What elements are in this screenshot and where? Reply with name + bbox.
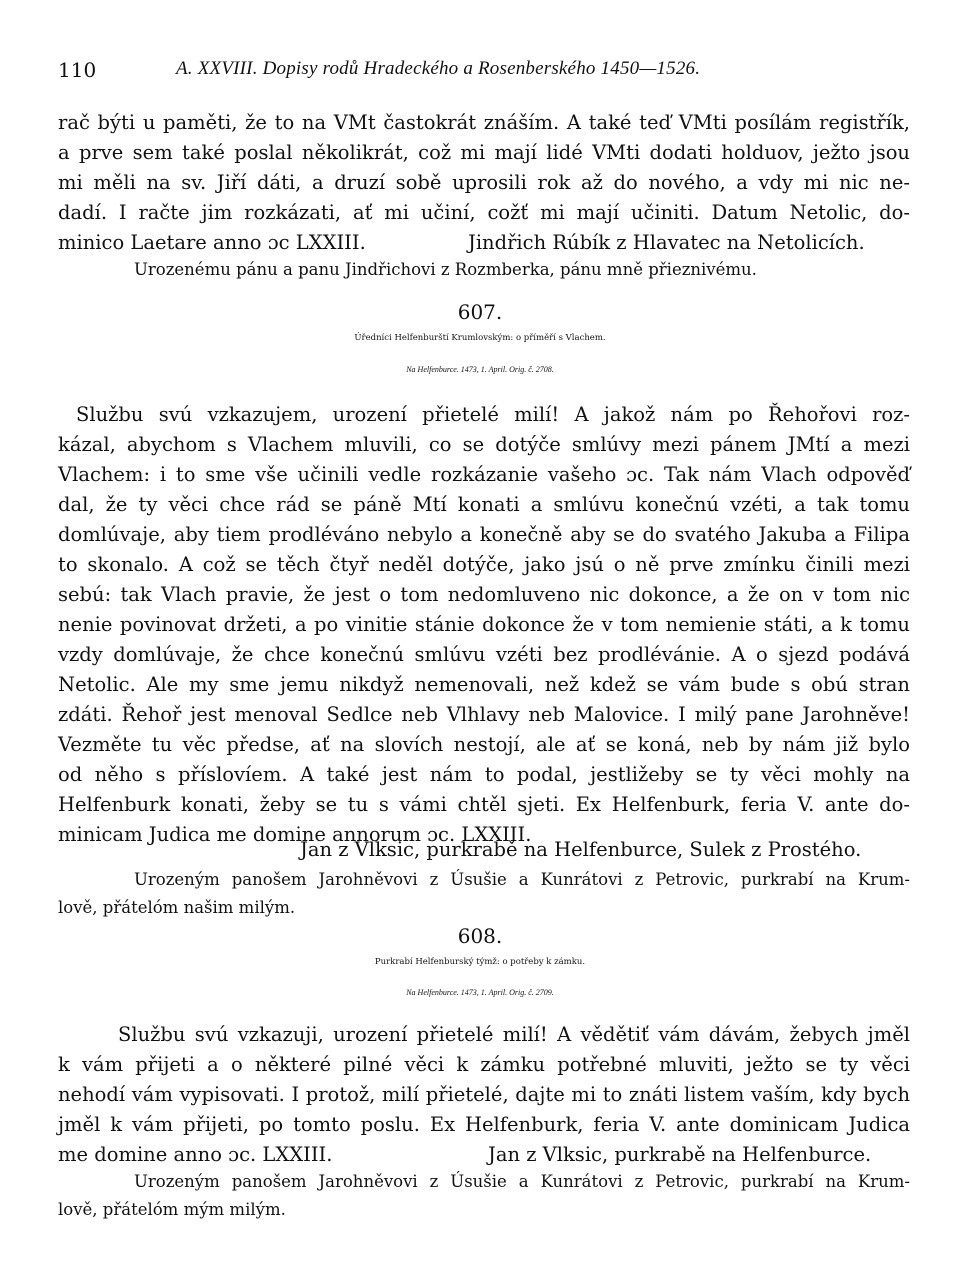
text-line: dal, že ty věci chce rád se páně Mtí konati a smlúvu konečnú vzéti, a tak tomu [58,493,910,516]
doc-607-place: Na Helfenburce. 1473, 1. April. Orig. č. 2708. [406,365,554,374]
doc-608-body [58,1020,910,1170]
intro-date-line: minico Laetare anno ɔc LXXIII. [58,231,366,254]
text-line: Vezměte tu věc předse, ať na slovích nestojí, ale ať se koná, neb by nám již bylo [58,733,910,756]
text-line [58,1140,910,1170]
running-head [58,58,908,90]
address-line: lově, přátelóm našim milým. [58,898,296,917]
text-line: sebú: tak Vlach pravie, že jest o tom nedomluveno nic dokonce, a že on v tom nic [58,583,910,606]
text-line: mi měli na sv. Jiří dáti, a druzí sobě uprosili rok až do nového, a vdy mi nic ne- [58,171,910,194]
text-line: kázal, abychom s Vlachem mluvili, co se dotýče smlúvy mezi pánem JMtí a mezi [58,433,910,456]
intro-paragraph [58,108,910,258]
text-line [58,228,910,258]
text-line: od něho s příslovíem. A také jest nám to podal, jestližeby se ty věci mohly na [58,763,910,786]
text-line: rač býti u paměti, že to na VMt častokrát znáším. A také teď VMti posílám registřík, [58,111,910,134]
doc-607-title: Úředníci Helfenburští Krumlovským: o příměří s Vlachem. [354,333,606,343]
text-line: Službu svú vzkazujem, urození přietelé milí! A jakož nám po Řehořovi roz- [76,403,910,426]
doc-607-address [58,866,910,922]
text-line: dadí. I račte jim rozkázati, ať mi učiní, cožť mi mají učiniti. Datum Netolic, do- [58,201,910,224]
address-line: Urozenému pánu a panu Jindřichovi z Rozmberka, pánu mně přieznivému. [134,260,757,279]
doc-608-title: Purkrabí Helfenburský týmž: o potřeby k zámku. [374,957,586,967]
intro-sender: Jindřich Rúbík z Hlavatec na Netolicích. [468,231,865,254]
doc-607-signature: Jan z Vlksic, purkrabě na Helfenburce, Sulek z Prostého. [300,838,862,861]
text-line: minicam Judica me domine annorum ɔc. LXXIII. [58,823,532,846]
doc-608-address [58,1168,910,1224]
text-line: a prve sem také poslal několikrát, což mi mají lidé VMti dodati holduov, ježto jsou [58,141,910,164]
text-line: Netolic. Ale my sme jemu nikdyž nemenovali, než kdež se vám bude s obú stran [58,673,910,696]
text-line: Vlachem: i to sme vše učinili vedle rozkázanie vašeho ɔc. Tak nám Vlach odpověď [58,463,910,486]
running-title: A. XXVIII. Dopisy rodů Hradeckého a Rosenberského 1450—1526. [176,58,701,79]
address-line: Urozeným panošem Jarohněvovi z Úsušie a Kunrátovi z Petrovic, purkrabí na Krum- [134,1172,910,1191]
text-line: domlúvaje, aby tiem prodléváno nebylo a konečně aby se do svatého Jakuba a Filipa [58,523,910,546]
text-line: nenie povinovat držeti, a po vinitie stánie dokonce že v tom nemienie státi, a k tomu [58,613,910,636]
address-line: Urozeným panošem Jarohněvovi z Úsušie a Kunrátovi z Petrovic, purkrabí na Krum- [134,870,910,889]
text-line: Helfenburk konati, žeby se tu s vámi chtěl sjeti. Ex Helfenburk, feria V. ante do- [58,793,910,816]
text-line: zdáti. Řehoř jest menoval Sedlce neb Vlhlavy neb Malovice. I milý pane Jarohněve! [58,703,910,726]
text-line: to skonalo. A což se těch čtyř neděl dotýče, jako jsú o ně prve zmínku činili mezi [58,553,910,576]
text-line: nehodí vám vypisovati. I protož, milí přietelé, dajte mi to znáti listem vaším, kdy bych [58,1083,910,1106]
doc-607-body [58,400,910,850]
doc-608-signature: Jan z Vlksic, purkrabě na Helfenburce. [488,1143,872,1166]
text-line: k vám přijeti a o některé pilné věci k zámku potřebné mluviti, ježto se ty věci [58,1053,910,1076]
text-line: vzdy domlúvaje, že chce konečnú smlúvu vzéti bez prodlévánie. A o sjezd podává [58,643,910,666]
doc-607-number: 607. [457,300,503,324]
address-line: lově, přátelóm mým milým. [58,1200,286,1219]
text-line: Službu svú vzkazuji, urození přietelé milí! A vědětiť vám dávám, žebych jměl [118,1023,910,1046]
intro-address [134,256,914,284]
text-line: jměl k vám přijeti, po tomto poslu. Ex Helfenburk, feria V. ante dominicam Judica [58,1113,910,1136]
doc-608-date-line: me domine anno ɔc. LXXIII. [58,1143,333,1166]
doc-608-place: Na Helfenburce. 1473, 1. April. Orig. č. 2709. [406,988,554,997]
page-number: 110 [58,58,97,82]
doc-608-number: 608. [457,924,503,948]
